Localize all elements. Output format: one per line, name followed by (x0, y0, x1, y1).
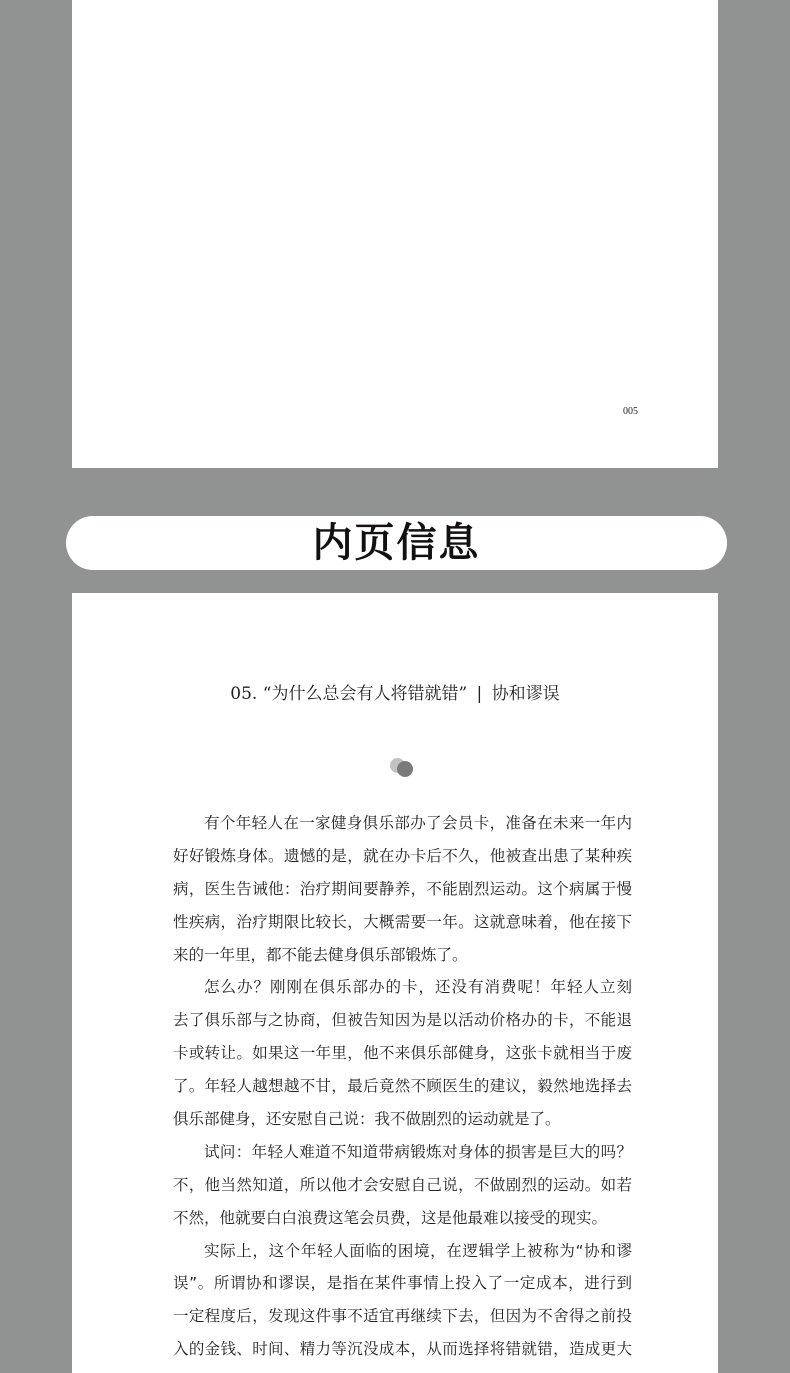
chapter-title: “为什么总会有人将错就错” (262, 684, 468, 704)
text-line: 试问：年轻人难道不知道带病锻炼对身体的损害是巨大的吗？ (204, 1142, 632, 1161)
section-banner (66, 516, 727, 570)
chapter-number: 05. (230, 684, 258, 704)
text-line: 卡或转让。如果这一年里，他不来俱乐部健身，这张卡就相当于废 (173, 1044, 632, 1063)
page-number: 005 (623, 406, 638, 417)
chapter-separator: | (476, 684, 483, 704)
text-line: 入的金钱、时间、精力等沉没成本，从而选择将错就错，造成更大 (173, 1340, 632, 1359)
text-line: 来的一年里，都不能去健身俱乐部锻炼了。 (173, 945, 468, 964)
decorative-dots-icon (390, 758, 416, 778)
text-line: 好好锻炼身体。遗憾的是，就在办卡后不久，他被查出患了某种疾 (173, 846, 632, 865)
text-line: 俱乐部健身，还安慰自己说：我不做剧烈的运动就是了。 (173, 1110, 561, 1129)
body-text (173, 807, 632, 1366)
text-line: 不，他当然知道，所以他才会安慰自己说，不做剧烈的运动。如若 (173, 1175, 632, 1194)
previous-page (72, 0, 718, 468)
content-page (72, 593, 718, 1373)
text-line: 一定程度后，发现这件事不适宜再继续下去，但因为不舍得之前投 (173, 1307, 632, 1326)
text-line: 去了俱乐部与之协商，但被告知因为是以活动价格办的卡，不能退 (173, 1011, 632, 1030)
text-line: 了。年轻人越想越不甘，最后竟然不顾医生的建议，毅然地选择去 (173, 1077, 632, 1096)
text-line: 怎么办？刚刚在俱乐部办的卡，还没有消费呢！年轻人立刻 (204, 978, 632, 997)
text-line: 性疾病，治疗期限比较长，大概需要一年。这就意味着，他在接下 (173, 912, 632, 931)
text-line: 误”。所谓协和谬误，是指在某件事情上投入了一定成本，进行到 (173, 1274, 632, 1293)
text-line: 病，医生告诫他：治疗期间要静养，不能剧烈运动。这个病属于慢 (173, 879, 632, 898)
text-line: 有个年轻人在一家健身俱乐部办了会员卡，准备在未来一年内 (204, 814, 632, 832)
chapter-topic: 协和谬误 (491, 684, 560, 704)
dark-dot-icon (397, 761, 413, 777)
text-line: 不然，他就要白白浪费这笔会员费，这是他最难以接受的现实。 (173, 1208, 608, 1227)
section-title: 内页信息 (312, 519, 481, 566)
chapter-heading (72, 679, 718, 704)
text-line: 实际上，这个年轻人面临的困境，在逻辑学上被称为“协和谬 (204, 1241, 632, 1260)
